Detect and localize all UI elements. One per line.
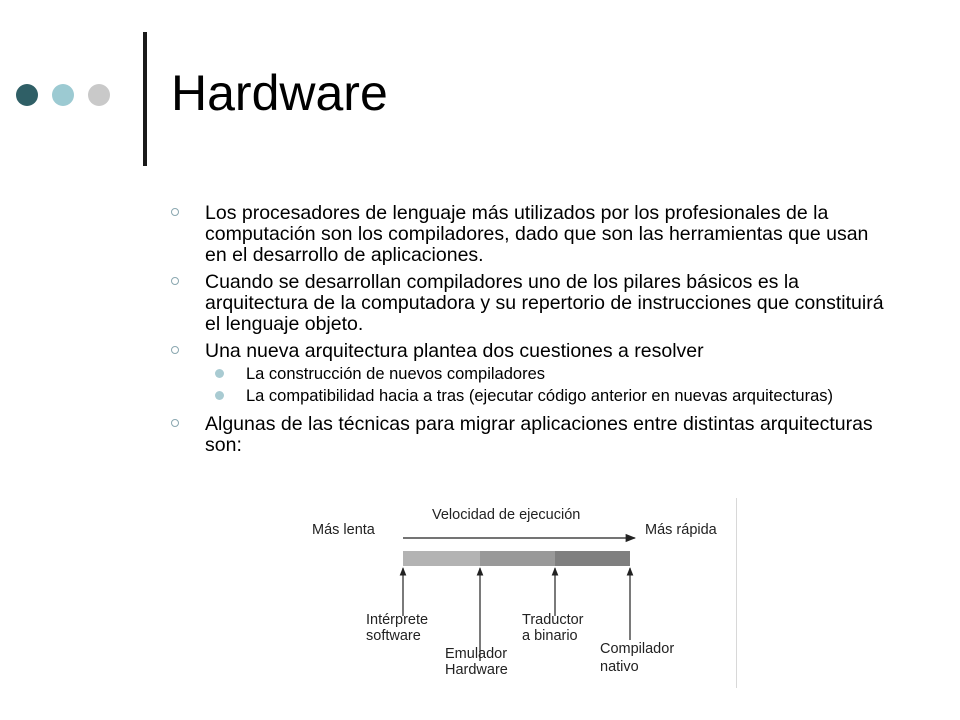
dark-dot-icon <box>16 84 38 106</box>
marker-label: Compilador <box>600 641 675 657</box>
bullet-item <box>168 203 888 266</box>
marker-label: Intérprete <box>366 612 429 628</box>
slide-content <box>168 203 888 462</box>
marker-label: Hardware <box>445 662 508 678</box>
title-divider <box>143 32 147 166</box>
speed-segment-mid <box>480 551 555 566</box>
ring-bullet-icon <box>171 208 179 216</box>
ring-bullet-icon <box>171 419 179 427</box>
dot-bullet-icon <box>215 391 224 400</box>
bullet-text: Una nueva arquitectura plantea dos cuestiones a resolver <box>205 340 704 362</box>
sub-bullet-item <box>168 365 888 383</box>
gray-dot-icon <box>88 84 110 106</box>
bullet-item <box>168 272 888 335</box>
bullet-text: Los procesadores de lenguaje más utilizados por los profesionales de la computación son los compiladores, dado que son las herramientas que usan en el desarrollo de aplicaciones. <box>205 202 869 266</box>
speed-segment-slow <box>403 551 480 566</box>
marker-label: software <box>366 628 421 644</box>
left-label: Más lenta <box>312 522 375 538</box>
diagram-edge <box>736 498 737 688</box>
slide-title: Hardware <box>171 65 388 121</box>
axis-title: Velocidad de ejecución <box>432 507 581 523</box>
sub-bullet-text: La construcción de nuevos compiladores <box>246 365 546 383</box>
dot-bullet-icon <box>215 369 224 378</box>
right-label: Más rápida <box>645 522 717 538</box>
bullet-text: Algunas de las técnicas para migrar aplicaciones entre distintas arquitecturas son: <box>205 413 873 456</box>
ring-bullet-icon <box>171 346 179 354</box>
marker-label: Emulador <box>445 646 508 662</box>
sub-bullet-text: La compatibilidad hacia a tras (ejecutar código anterior en nuevas arquitecturas) <box>246 387 833 405</box>
decorative-dots <box>16 84 110 106</box>
marker-label: nativo <box>600 659 639 675</box>
ring-bullet-icon <box>171 277 179 285</box>
diagram-svg <box>300 494 740 688</box>
teal-dot-icon <box>52 84 74 106</box>
marker-label: a binario <box>522 628 578 644</box>
bullet-text: Cuando se desarrollan compiladores uno de los pilares básicos es la arquitectura de la computadora y su repertorio de instrucciones que constituirá el lenguaje objeto. <box>205 271 884 335</box>
bullet-item <box>168 341 888 362</box>
speed-segment-fast <box>555 551 630 566</box>
marker-label: Traductor <box>522 612 584 628</box>
execution-speed-diagram <box>300 494 740 688</box>
bullet-item <box>168 414 888 456</box>
sub-bullet-item <box>168 387 888 405</box>
